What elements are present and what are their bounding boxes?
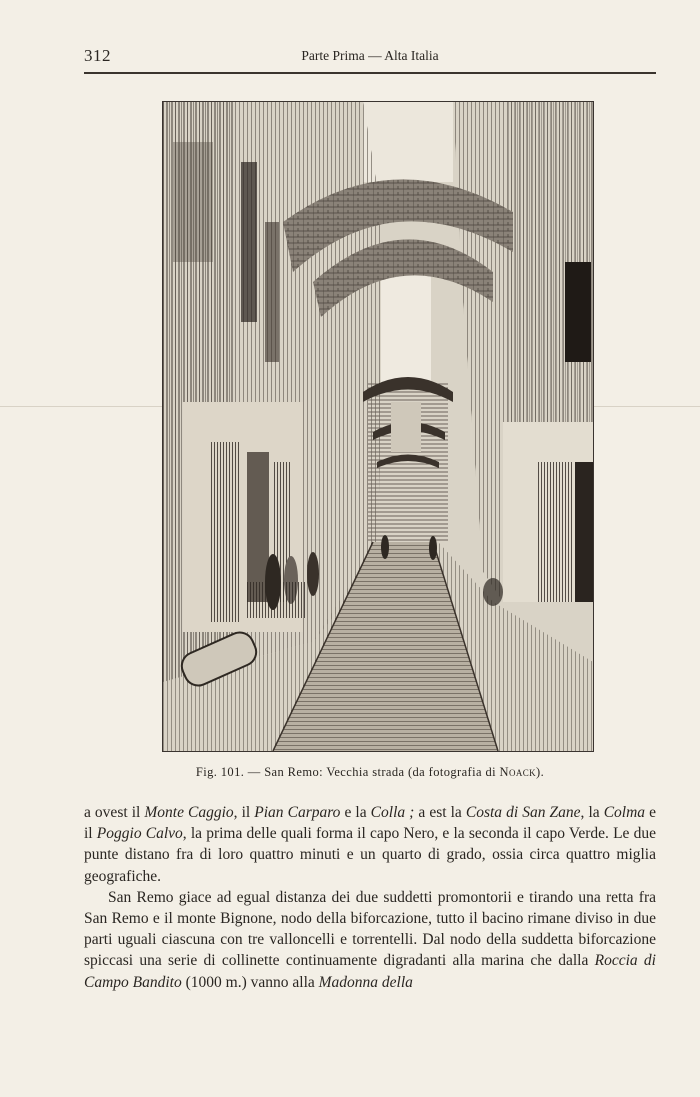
place-name: Pian Carparo [254, 804, 341, 821]
text-run: a est la [414, 804, 466, 821]
figure-caption-text: Fig. 101. — San Remo: Vecchia strada (da fotografia di [195, 765, 500, 779]
body-text [84, 802, 656, 993]
running-title: Parte Prima — Alta Italia [301, 48, 439, 63]
old-street-engraving [163, 102, 593, 751]
place-name: Costa di San Zane [465, 804, 581, 821]
place-name: Poggio Calvo [96, 825, 183, 843]
engraving-illustration [162, 101, 594, 752]
place-name: Colma [603, 804, 646, 821]
paragraph [84, 802, 656, 887]
text-run: e la [340, 804, 371, 821]
page-header [84, 46, 656, 74]
place-name: Roccia di Campo Bandito [84, 952, 656, 991]
figure-caption-end: ). [536, 765, 545, 779]
place-name: Monte Caggio [144, 804, 234, 821]
text-run: a ovest il [84, 804, 145, 821]
paragraph [84, 887, 656, 993]
text-run: (1000 m.) vanno alla [181, 973, 319, 991]
place-name: Colla ; [370, 804, 415, 821]
text-run: , il [233, 804, 255, 821]
text-run: , la prima delle quali forma il capo Nero, e la seconda il capo Verde. Le due punte distano fra di loro quattro minuti e un quarto di grado, ossia circa quattro miglia geografiche. [84, 825, 656, 885]
page-number: 312 [84, 46, 111, 65]
figure-caption-author: Noack [499, 765, 537, 779]
text-run: e il [84, 804, 656, 843]
place-name: Madonna della [318, 973, 413, 991]
figure-caption [84, 765, 656, 780]
text-run: , la [580, 804, 604, 821]
text-run: San Remo giace ad egual distanza dei due suddetti promontorii e tirando una retta fra San Remo e il monte Bignone, nodo della biforcazione, tutto il bacino rimane diviso in due parti uguali ciascuna con tre valloncelli e torrentelli. Dal nodo della suddetta biforcazione spiccasi una serie di collinette continuamente digradanti alla marina che dalla [84, 888, 656, 970]
